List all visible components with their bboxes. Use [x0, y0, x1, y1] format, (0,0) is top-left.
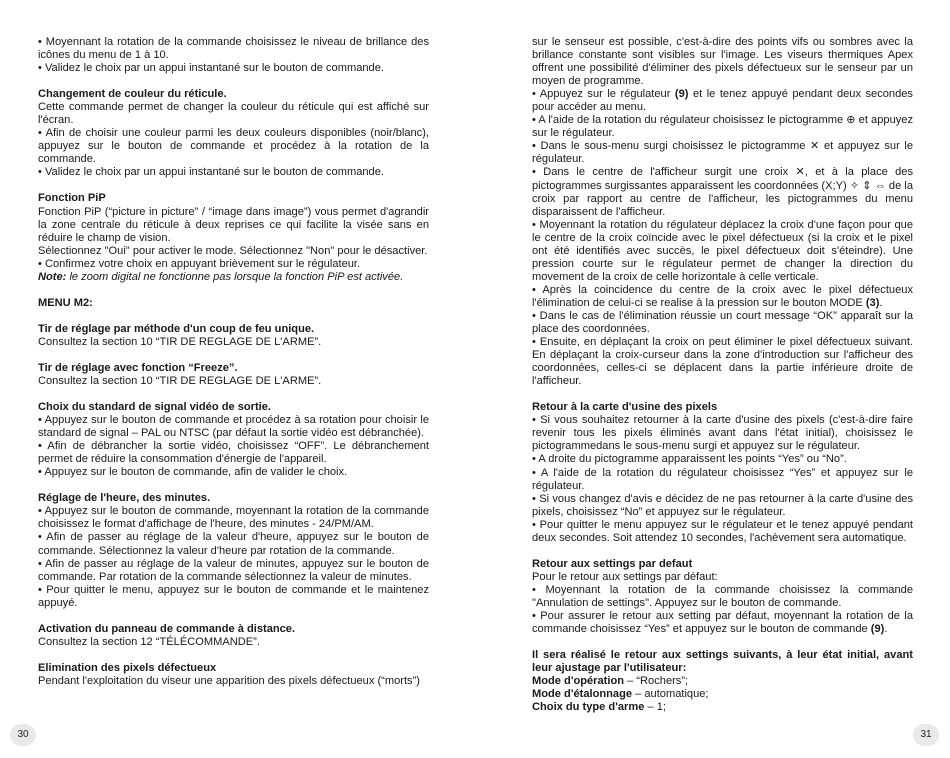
section-reset-list: [532, 649, 913, 714]
paragraph: • Pour quitter le menu appuyez sur le régulateur et le tenez appuyé pendant deux secondes. Soit attendez 10 secondes, l'achèvement sera automatique.: [532, 518, 913, 544]
pixels-procedure: [532, 36, 913, 388]
section-zeroing-single-shot: [38, 323, 429, 349]
menu-m2-heading-block: [38, 297, 429, 310]
ref-number: (9): [674, 88, 689, 101]
paragraph: • Afin de choisir une couleur parmi les deux couleurs disponibles (noir/blanc), appuyez sur le bouton de commande et procédez à la rotation de la commande.: [38, 127, 429, 166]
paragraph: • Pour quitter le menu, appuyez sur le bouton de commande et le maintenez appuyé.: [38, 583, 429, 609]
paragraph: [532, 88, 913, 114]
text-run: .: [879, 296, 883, 309]
paragraph: • Moyennant la rotation du régulateur déplacez la croix d'une façon pour que le centre de la croix coïncide avec le pixel défectueux (si la croix et le pixel ont été identifiés avec succès, le pixel défectueux doit s'éteindre). Une pression courte sur le régulateur permet de changer la direction du movement de la croix de celle horizontale à celle verticale.: [532, 218, 913, 283]
section-default-settings: [532, 558, 913, 636]
setting-value: – automatique;: [632, 688, 709, 701]
section-heading: Tir de réglage par méthode d'un coup de feu unique.: [38, 322, 315, 335]
setting-item: [532, 688, 913, 701]
paragraph: • Moyennant la rotation de la commande choisissez la commande "Annulation de settings". Appuyez sur le bouton de commande.: [532, 583, 913, 609]
setting-label: Mode d'opération: [532, 675, 625, 688]
setting-item: [532, 701, 913, 714]
paragraph: • Dans le centre de l'afficheur surgit une croix ✕, et à la place des pictogrammes surgissantes apparaissent les coordonnées (X;Y) ✧ ⇕ ⇔ de la croix par rapport au centre de l'afficheur, les pictogrammes du menu disparaissent de l'afficheur.: [532, 166, 913, 218]
section-pip: [38, 192, 429, 283]
setting-value: – “Rochers”;: [624, 675, 689, 688]
section-video-output: [38, 401, 429, 479]
menu-m2-heading: MENU M2:: [38, 296, 93, 309]
paragraph: • Dans le sous-menu surgi choisissez le pictogramme ✕ et appuyez sur le régulateur.: [532, 140, 913, 166]
ref-number: (9): [870, 623, 885, 636]
section-remote: [38, 623, 429, 649]
section-heading: Activation du panneau de commande à distance.: [38, 622, 296, 635]
paragraph: • Appuyez sur le bouton de commande, moyennant la rotation de la commande choisissez le format d'affichage de l'heure, des minutes - 24/PM/AM.: [38, 505, 429, 531]
section-time: [38, 492, 429, 609]
section-zeroing-freeze: [38, 362, 429, 388]
paragraph: [532, 284, 913, 310]
paragraph: Sélectionnez "Oui" pour activer le mode. Sélectionnez "Non" pour le désactiver.: [38, 244, 428, 257]
paragraph: Pour le retour aux settings par défaut:: [532, 570, 718, 583]
paragraph: • Ensuite, en déplaçant la croix on peut éliminer le pixel défectueux suivant. En déplaçant la croix-curseur dans la zone d'introduction sur l'afficheur des coordonnées, celles-ci se déplacent dans la partie inférieure droite de l'afficheur.: [532, 336, 913, 388]
setting-value: – 1;: [644, 701, 666, 714]
paragraph: • A droite du pictogramme apparaissent les points “Yes” ou “No”.: [532, 453, 847, 466]
section-heading: Il sera réalisé le retour aux settings suivants, à leur état initial, avant leur ajustage par l'utilisateur:: [532, 649, 913, 675]
paragraph: Fonction PiP (“picture in picture” / “image dans image”) vous permet d'agrandir la zone centrale du réticule à deux reprises ce qui facilite la visée sans en réduire le champ de vision.: [38, 205, 429, 244]
paragraph: • Afin de débrancher la sortie vidéo, choisissez “OFF”. Le débranchement permet de réduire la consommation d'énergie de l'appareil.: [38, 440, 429, 466]
right-page: [532, 36, 913, 714]
section-heading: Réglage de l'heure, des minutes.: [38, 492, 211, 505]
paragraph: • Afin de passer au réglage de la valeur de minutes, appuyez sur le bouton de commande. Par rotation de la commande sélectionnez la valeur de minutes.: [38, 557, 429, 583]
paragraph: • Afin de passer au réglage de la valeur d'heure, appuyez sur le bouton de commande. Sélectionnez la valeur d'heure par rotation de la commande.: [38, 531, 429, 557]
paragraph: Cette commande permet de changer la couleur du réticule qui est affiché sur l'écran.: [38, 101, 429, 127]
paragraph: Consultez la section 10 “TIR DE REGLAGE DE L'ARME”.: [38, 374, 322, 387]
paragraph: [532, 610, 913, 636]
paragraph: • Moyennant la rotation de la commande choisissez le niveau de brillance des icônes du menu de 1 à 10.: [38, 36, 429, 62]
setting-label: Mode d'étalonnage: [532, 688, 633, 701]
paragraph: • Validez le choix par un appui instantané sur le bouton de commande.: [38, 62, 384, 75]
note-label: Note:: [38, 270, 67, 283]
brightness-instructions: [38, 36, 429, 75]
left-page: [38, 36, 429, 688]
paragraph: Consultez la section 12 “TÉLÉCOMMANDE”.: [38, 635, 260, 648]
note-text: le zoom digital ne fonctionne pas lorsque la fonction PiP est activée.: [66, 270, 404, 283]
paragraph: • Si vous changez d'avis e décidez de ne pas retourner à la carte d'usine des pixels, choisissez “No” et appuyez sur le régulateur.: [532, 492, 913, 518]
text-run: • Pour assurer le retour aux setting par défaut, moyennant la rotation de la commande choisissez “Yes” et appuyez sur le bouton de commande: [532, 609, 913, 636]
pip-note: [38, 271, 429, 284]
paragraph: • Appuyez sur le bouton de commande, afin de valider le choix.: [38, 466, 348, 479]
section-heading: Tir de réglage avec fonction “Freeze”.: [38, 361, 238, 374]
setting-label: Choix du type d'arme: [532, 701, 645, 714]
section-heading: Retour à la carte d'usine des pixels: [532, 401, 718, 414]
paragraph: • A l'aide de la rotation du régulateur choisissez le pictogramme ⊕ et appuyez sur le régulateur.: [532, 114, 913, 140]
section-heading: Fonction PiP: [38, 192, 106, 205]
section-heading: Retour aux settings par defaut: [532, 557, 693, 570]
paragraph: • A l'aide de la rotation du régulateur choisissez “Yes” et appuyez sur le régulateur.: [532, 466, 913, 492]
text-run: • Après la coincidence du centre de la croix avec le pixel défectueux l'élimination de celui-ci se realise à la pression sur le bouton MODE: [532, 283, 913, 309]
section-pixels: [38, 662, 429, 688]
section-heading: Choix du standard de signal vidéo de sortie.: [38, 401, 272, 414]
paragraph: • Confirmez votre choix en appuyant brièvement sur le régulateur.: [38, 257, 361, 270]
page-number-left: 30: [10, 724, 36, 746]
section-heading: Elimination des pixels défectueux: [38, 661, 217, 674]
paragraph: Pendant l'exploitation du viseur une apparition des pixels défectueux (“morts”): [38, 674, 420, 687]
text-run: • Appuyez sur le régulateur: [532, 88, 675, 101]
paragraph: • Si vous souhaitez retourner à la carte d'usine des pixels (c'est-à-dire faire revenir tous les pixels éliminés avant dans l'état initial), choisissez le pictogrammedans le sous-menu surgi et appuyez sur le régulateur.: [532, 414, 913, 453]
section-reticle-color: [38, 88, 429, 179]
paragraph: sur le senseur est possible, c'est-à-dire des points vifs ou sombres avec la brillance constante sont visibles sur l'image. Les viseurs thermiques Apex offrent une possibilité d'éliminer des pixels défectueux sur le senseur par un moyen de programme.: [532, 36, 913, 88]
paragraph: • Validez le choix par un appui instantané sur le bouton de commande.: [38, 166, 384, 179]
text-run: et le tenez appuyé pendant deux secondes pour accéder au menu.: [532, 88, 913, 114]
paragraph: • Appuyez sur le bouton de commande et procédez à sa rotation pour choisir le standard de signal – PAL ou NTSC (par défaut la sortie vidéo est débranchée).: [38, 414, 429, 440]
section-heading: Changement de couleur du réticule.: [38, 88, 227, 101]
page-number-right: 31: [913, 724, 939, 746]
ref-number: (3): [865, 296, 880, 309]
paragraph: Consultez la section 10 “TIR DE REGLAGE DE L'ARME”.: [38, 335, 322, 348]
setting-item: [532, 675, 913, 688]
section-factory-pixels: [532, 401, 913, 545]
text-run: .: [884, 623, 888, 636]
paragraph: • Dans le cas de l'élimination réussie un court message “OK” apparaît sur la place des coordonnées.: [532, 309, 913, 336]
